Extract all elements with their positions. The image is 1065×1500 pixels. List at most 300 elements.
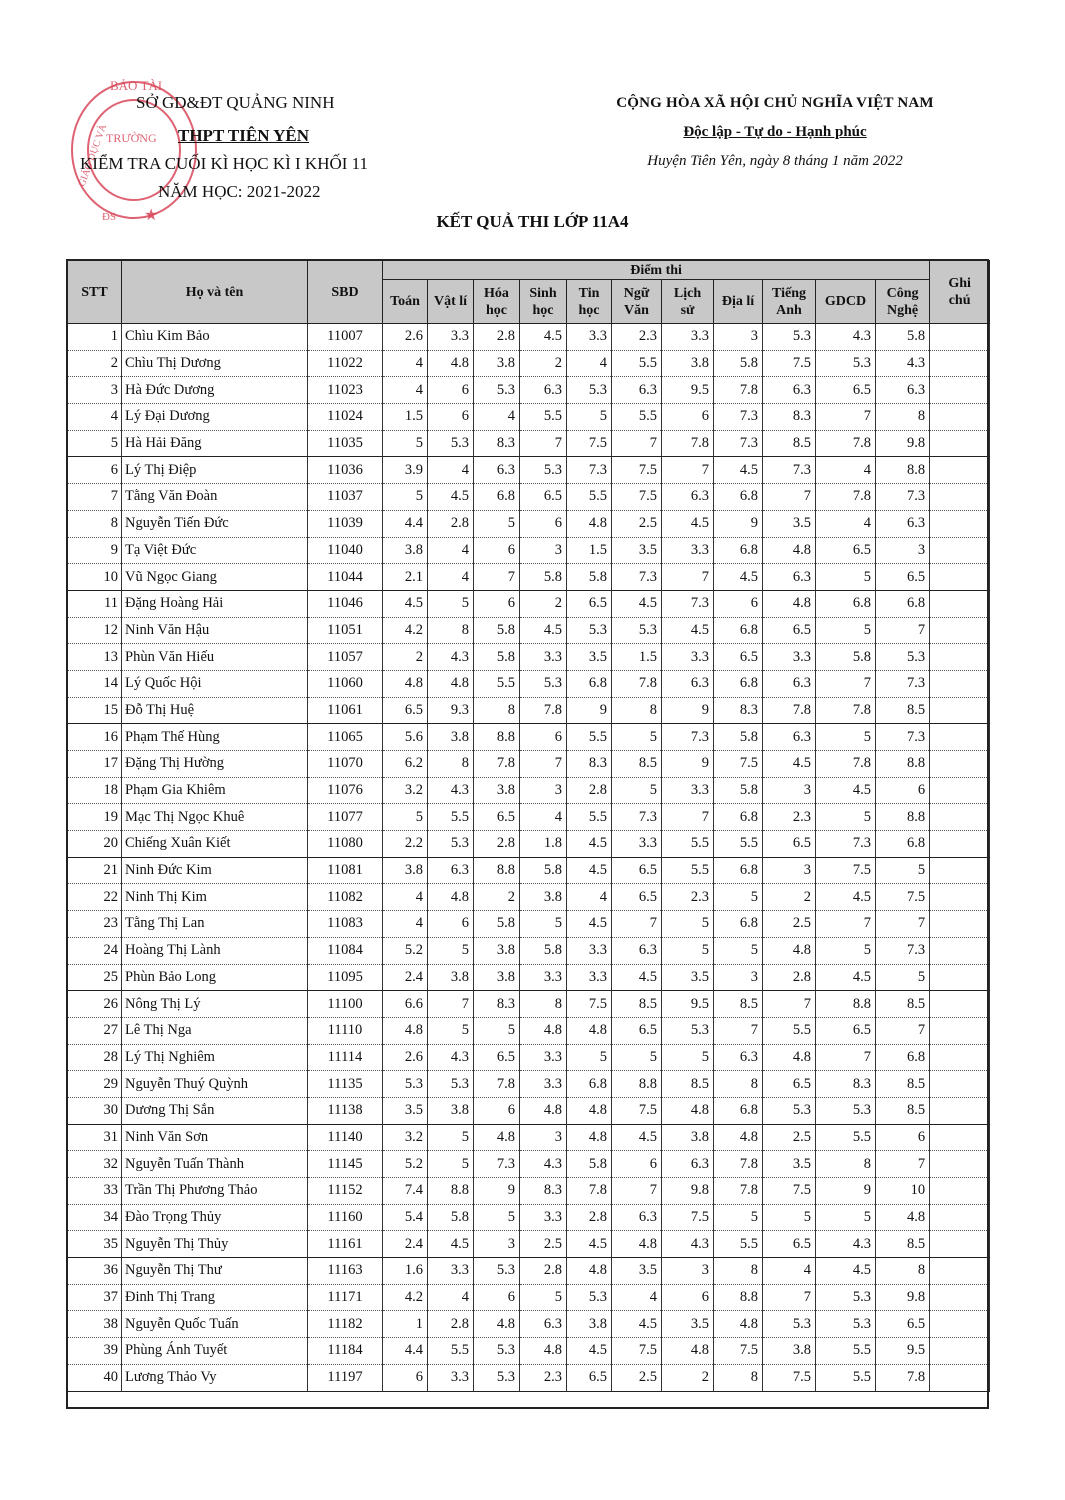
cell-score: 5.5	[567, 484, 612, 511]
cell-score: 4	[383, 377, 428, 404]
table-row	[68, 1097, 990, 1124]
cell-score: 8.8	[876, 751, 930, 778]
cell-score: 7.8	[612, 670, 662, 697]
cell-sbd: 11039	[308, 510, 383, 537]
cell-sbd: 11081	[308, 857, 383, 884]
cell-score: 3.8	[428, 724, 474, 751]
cell-score: 4.8	[567, 1097, 612, 1124]
cell-score: 5.4	[383, 1204, 428, 1231]
cell-score: 8	[876, 1258, 930, 1285]
cell-score: 6.3	[520, 1311, 567, 1338]
cell-score: 7.8	[816, 697, 876, 724]
cell-score: 2.2	[383, 831, 428, 858]
table-row	[68, 1338, 990, 1365]
cell-stt: 5	[68, 430, 122, 457]
table-row	[68, 644, 990, 671]
cell-stt: 7	[68, 484, 122, 511]
cell-score: 4.5	[567, 1338, 612, 1365]
cell-score: 4	[383, 350, 428, 377]
nation-motto: Độc lập - Tự do - Hạnh phúc	[683, 124, 867, 140]
cell-score: 7.8	[876, 1364, 930, 1391]
cell-score: 5	[428, 1124, 474, 1151]
cell-score: 2.8	[763, 964, 816, 991]
cell-sbd: 11197	[308, 1364, 383, 1391]
cell-score: 2.8	[520, 1258, 567, 1285]
cell-score: 4.8	[520, 1338, 567, 1365]
cell-note	[930, 430, 990, 457]
cell-score: 5	[612, 777, 662, 804]
cell-score: 3.3	[662, 777, 714, 804]
cell-score: 4.4	[383, 1338, 428, 1365]
cell-score: 6.5	[567, 590, 612, 617]
cell-score: 6.6	[383, 991, 428, 1018]
cell-score: 2.4	[383, 1231, 428, 1258]
cell-score: 7	[428, 991, 474, 1018]
table-row	[68, 350, 990, 377]
cell-note	[930, 1204, 990, 1231]
cell-name: Nguyễn Thị Thư	[122, 1258, 308, 1285]
cell-score: 7	[714, 1017, 763, 1044]
cell-note	[930, 564, 990, 591]
cell-score: 8.5	[876, 1097, 930, 1124]
cell-score: 5	[474, 510, 520, 537]
cell-score: 4.8	[428, 670, 474, 697]
cell-score: 3	[520, 1124, 567, 1151]
cell-note	[930, 1338, 990, 1365]
cell-score: 6.3	[612, 377, 662, 404]
cell-score: 4.8	[567, 510, 612, 537]
table-row	[68, 1124, 990, 1151]
cell-score: 8.5	[763, 430, 816, 457]
cell-score: 4.5	[662, 617, 714, 644]
cell-score: 3.3	[567, 937, 612, 964]
cell-sbd: 11161	[308, 1231, 383, 1258]
cell-score: 6.5	[714, 644, 763, 671]
cell-name: Phạm Thế Hùng	[122, 724, 308, 751]
cell-score: 7.8	[474, 1071, 520, 1098]
cell-sbd: 11046	[308, 590, 383, 617]
cell-score: 4	[816, 510, 876, 537]
cell-sbd: 11138	[308, 1097, 383, 1124]
cell-score: 6	[474, 1097, 520, 1124]
cell-name: Phùn Bảo Long	[122, 964, 308, 991]
cell-sbd: 11084	[308, 937, 383, 964]
table-row	[68, 324, 990, 351]
cell-score: 5.5	[714, 1231, 763, 1258]
cell-score: 8.5	[612, 751, 662, 778]
cell-score: 5.8	[520, 564, 567, 591]
cell-score: 5	[876, 964, 930, 991]
cell-score: 7.8	[567, 1178, 612, 1205]
cell-score: 5.5	[816, 1364, 876, 1391]
cell-score: 6	[428, 911, 474, 938]
cell-sbd: 11022	[308, 350, 383, 377]
cell-score: 5.5	[714, 831, 763, 858]
cell-note	[930, 937, 990, 964]
cell-score: 5.8	[714, 777, 763, 804]
cell-sbd: 11076	[308, 777, 383, 804]
cell-score: 4	[520, 804, 567, 831]
cell-score: 8.8	[876, 804, 930, 831]
cell-score: 4.8	[567, 1017, 612, 1044]
cell-score: 5	[612, 1044, 662, 1071]
col-subject-line1: Toán	[390, 294, 420, 309]
cell-score: 8.5	[662, 1071, 714, 1098]
cell-score: 5	[428, 1151, 474, 1178]
cell-score: 4.5	[612, 964, 662, 991]
cell-score: 8.8	[474, 857, 520, 884]
col-subject-line2: học	[532, 302, 554, 318]
cell-stt: 9	[68, 537, 122, 564]
cell-score: 3.3	[428, 1364, 474, 1391]
cell-score: 5.3	[567, 1284, 612, 1311]
cell-note	[930, 644, 990, 671]
cell-score: 6	[876, 1124, 930, 1151]
col-subject-line1: Tiếng	[772, 285, 806, 301]
cell-score: 2.8	[474, 831, 520, 858]
right-header	[560, 95, 990, 170]
cell-score: 9.5	[662, 991, 714, 1018]
cell-name: Nguyễn Tuấn Thành	[122, 1151, 308, 1178]
cell-score: 7	[662, 564, 714, 591]
cell-score: 4	[474, 404, 520, 431]
cell-score: 3.3	[428, 324, 474, 351]
cell-score: 5	[383, 430, 428, 457]
cell-note	[930, 590, 990, 617]
cell-score: 4.5	[816, 964, 876, 991]
cell-score: 8.5	[876, 1231, 930, 1258]
cell-score: 3.5	[763, 1151, 816, 1178]
cell-score: 6.5	[816, 537, 876, 564]
cell-score: 1.5	[567, 537, 612, 564]
cell-stt: 1	[68, 324, 122, 351]
cell-score: 5.3	[816, 350, 876, 377]
cell-score: 5.3	[474, 1364, 520, 1391]
cell-score: 5.5	[612, 404, 662, 431]
table-row	[68, 670, 990, 697]
cell-score: 3.8	[474, 350, 520, 377]
cell-score: 6.8	[816, 590, 876, 617]
cell-score: 6.5	[876, 1311, 930, 1338]
cell-score: 3	[714, 964, 763, 991]
cell-stt: 28	[68, 1044, 122, 1071]
col-subject-line1: Sinh	[529, 285, 557, 301]
table-row	[68, 1044, 990, 1071]
cell-score: 7	[662, 804, 714, 831]
cell-score: 6.8	[876, 831, 930, 858]
table-row	[68, 1204, 990, 1231]
cell-score: 5.8	[876, 324, 930, 351]
cell-name: Ninh Văn Sơn	[122, 1124, 308, 1151]
cell-score: 6.5	[816, 377, 876, 404]
cell-sbd: 11083	[308, 911, 383, 938]
cell-sbd: 11145	[308, 1151, 383, 1178]
seal-text-mid: TRƯỜNG	[106, 131, 157, 145]
cell-stt: 2	[68, 350, 122, 377]
cell-score: 4	[383, 884, 428, 911]
cell-score: 7.5	[714, 1338, 763, 1365]
cell-score: 5	[474, 1017, 520, 1044]
cell-sbd: 11171	[308, 1284, 383, 1311]
cell-score: 3.3	[520, 1204, 567, 1231]
col-subject-line2: Nghệ	[887, 302, 919, 318]
cell-sbd: 11135	[308, 1071, 383, 1098]
cell-score: 8.5	[876, 697, 930, 724]
col-note	[930, 261, 990, 324]
col-name: Họ và tên	[122, 261, 308, 324]
col-subject-line1: Tin	[578, 285, 600, 301]
cell-score: 4.8	[612, 1231, 662, 1258]
cell-stt: 4	[68, 404, 122, 431]
table-row	[68, 884, 990, 911]
cell-score: 4	[763, 1258, 816, 1285]
cell-score: 7	[612, 430, 662, 457]
cell-score: 8.3	[816, 1071, 876, 1098]
cell-score: 8.8	[816, 991, 876, 1018]
table-row	[68, 484, 990, 511]
cell-score: 4.8	[763, 1044, 816, 1071]
cell-score: 5.8	[714, 724, 763, 751]
cell-note	[930, 1124, 990, 1151]
cell-score: 4.5	[714, 564, 763, 591]
cell-name: Tằng Văn Đoàn	[122, 484, 308, 511]
cell-note	[930, 1097, 990, 1124]
table-row	[68, 1284, 990, 1311]
cell-name: Chìu Thị Dương	[122, 350, 308, 377]
cell-score: 7	[876, 617, 930, 644]
cell-score: 8	[474, 697, 520, 724]
table-row	[68, 1071, 990, 1098]
cell-name: Đặng Thị Hường	[122, 751, 308, 778]
cell-name: Đặng Hoàng Hải	[122, 590, 308, 617]
cell-score: 7.3	[612, 564, 662, 591]
cell-score: 7.5	[612, 484, 662, 511]
cell-sbd: 11061	[308, 697, 383, 724]
cell-score: 3.8	[428, 1097, 474, 1124]
cell-score: 7.8	[474, 751, 520, 778]
cell-score: 3	[763, 777, 816, 804]
cell-score: 5.8	[567, 1151, 612, 1178]
cell-name: Ninh Đức Kim	[122, 857, 308, 884]
cell-score: 3.8	[763, 1338, 816, 1365]
cell-score: 7.8	[816, 751, 876, 778]
cell-score: 9	[816, 1178, 876, 1205]
cell-score: 2.3	[520, 1364, 567, 1391]
cell-score: 8.5	[714, 991, 763, 1018]
cell-score: 3.3	[763, 644, 816, 671]
cell-stt: 17	[68, 751, 122, 778]
cell-score: 2.1	[383, 564, 428, 591]
cell-score: 7.8	[714, 377, 763, 404]
col-subject-line2: học	[486, 302, 507, 318]
cell-score: 5.8	[474, 617, 520, 644]
cell-score: 7.3	[816, 831, 876, 858]
table-row	[68, 590, 990, 617]
cell-score: 8.3	[474, 991, 520, 1018]
cell-score: 8	[714, 1071, 763, 1098]
cell-name: Đào Trọng Thủy	[122, 1204, 308, 1231]
cell-stt: 6	[68, 457, 122, 484]
cell-score: 8.5	[612, 991, 662, 1018]
cell-score: 4.8	[714, 1311, 763, 1338]
cell-score: 5.3	[428, 430, 474, 457]
cell-score: 1.5	[612, 644, 662, 671]
cell-note	[930, 1044, 990, 1071]
table-row	[68, 804, 990, 831]
cell-stt: 14	[68, 670, 122, 697]
cell-name: Chìu Kim Bảo	[122, 324, 308, 351]
cell-score: 2	[520, 350, 567, 377]
cell-score: 6	[662, 404, 714, 431]
results-table	[67, 260, 990, 1392]
cell-score: 8.3	[520, 1178, 567, 1205]
cell-score: 4.3	[876, 350, 930, 377]
cell-stt: 3	[68, 377, 122, 404]
cell-score: 3.3	[428, 1258, 474, 1285]
col-sbd: SBD	[308, 261, 383, 324]
cell-note	[930, 617, 990, 644]
cell-score: 5	[816, 617, 876, 644]
table-row	[68, 831, 990, 858]
cell-score: 7.5	[816, 857, 876, 884]
cell-score: 6	[474, 537, 520, 564]
cell-score: 9.8	[876, 430, 930, 457]
cell-score: 2.6	[383, 1044, 428, 1071]
cell-score: 2	[763, 884, 816, 911]
cell-score: 4.3	[428, 1044, 474, 1071]
cell-score: 6.5	[567, 1364, 612, 1391]
cell-score: 6.5	[763, 1071, 816, 1098]
cell-score: 5.3	[520, 670, 567, 697]
table-row	[68, 510, 990, 537]
cell-score: 7.3	[662, 590, 714, 617]
cell-score: 3.9	[383, 457, 428, 484]
cell-score: 5	[428, 1017, 474, 1044]
cell-score: 5.2	[383, 937, 428, 964]
cell-score: 9	[567, 697, 612, 724]
col-subject	[714, 280, 763, 324]
cell-score: 8.8	[876, 457, 930, 484]
cell-note	[930, 724, 990, 751]
cell-name: Lý Quốc Hội	[122, 670, 308, 697]
cell-score: 6.8	[714, 537, 763, 564]
cell-score: 8	[816, 1151, 876, 1178]
cell-score: 3.5	[567, 644, 612, 671]
table-row	[68, 1178, 990, 1205]
cell-score: 7.5	[612, 457, 662, 484]
cell-score: 5.5	[612, 350, 662, 377]
cell-score: 5	[662, 911, 714, 938]
cell-score: 5.8	[816, 644, 876, 671]
cell-name: Ninh Văn Hậu	[122, 617, 308, 644]
cell-score: 4.5	[567, 1231, 612, 1258]
cell-score: 4.8	[763, 590, 816, 617]
cell-note	[930, 1258, 990, 1285]
cell-score: 7.5	[763, 350, 816, 377]
cell-sbd: 11065	[308, 724, 383, 751]
cell-score: 1.5	[383, 404, 428, 431]
cell-score: 2.8	[474, 324, 520, 351]
cell-stt: 31	[68, 1124, 122, 1151]
cell-score: 5.8	[714, 350, 763, 377]
cell-score: 4	[428, 1284, 474, 1311]
cell-score: 4.5	[383, 590, 428, 617]
cell-score: 4	[383, 911, 428, 938]
cell-score: 6.5	[876, 564, 930, 591]
cell-score: 6.8	[714, 670, 763, 697]
col-subject-line1: Hóa	[484, 285, 509, 301]
cell-score: 7.8	[763, 697, 816, 724]
cell-score: 5	[662, 937, 714, 964]
cell-score: 3.8	[474, 964, 520, 991]
cell-score: 3	[714, 324, 763, 351]
cell-score: 3.3	[612, 831, 662, 858]
cell-name: Nguyễn Quốc Tuấn	[122, 1311, 308, 1338]
cell-score: 5.5	[567, 724, 612, 751]
cell-score: 9.8	[876, 1284, 930, 1311]
cell-score: 4.8	[474, 1311, 520, 1338]
cell-score: 5.3	[474, 1258, 520, 1285]
cell-score: 7.3	[876, 937, 930, 964]
cell-stt: 40	[68, 1364, 122, 1391]
cell-sbd: 11077	[308, 804, 383, 831]
cell-score: 5.3	[567, 377, 612, 404]
cell-score: 5	[428, 590, 474, 617]
cell-sbd: 11037	[308, 484, 383, 511]
col-note-line1: Ghi	[948, 276, 971, 291]
cell-sbd: 11060	[308, 670, 383, 697]
svg-text:★: ★	[144, 207, 159, 224]
cell-score: 2.8	[567, 777, 612, 804]
cell-score: 5	[816, 1204, 876, 1231]
col-note-line2: chú	[948, 293, 971, 308]
cell-score: 4.8	[567, 1124, 612, 1151]
cell-score: 6.8	[567, 1071, 612, 1098]
cell-stt: 38	[68, 1311, 122, 1338]
cell-score: 8	[876, 404, 930, 431]
cell-score: 3.8	[662, 1124, 714, 1151]
cell-name: Hoàng Thị Lành	[122, 937, 308, 964]
cell-score: 5	[520, 1284, 567, 1311]
cell-score: 4.3	[662, 1231, 714, 1258]
cell-sbd: 11080	[308, 831, 383, 858]
table-row	[68, 857, 990, 884]
cell-score: 2.5	[763, 1124, 816, 1151]
seal-text-top: BẢO TÀI	[110, 78, 163, 93]
col-subject-line1: Địa lí	[721, 294, 755, 309]
cell-score: 4.8	[763, 937, 816, 964]
cell-stt: 22	[68, 884, 122, 911]
col-subject	[763, 280, 816, 324]
cell-score: 8	[714, 1258, 763, 1285]
cell-score: 4.3	[428, 777, 474, 804]
cell-score: 6.3	[662, 484, 714, 511]
table-row	[68, 1231, 990, 1258]
col-subject-line1: Công	[886, 285, 919, 301]
cell-score: 4.8	[876, 1204, 930, 1231]
cell-score: 5.3	[567, 617, 612, 644]
cell-score: 4	[428, 537, 474, 564]
cell-score: 7.8	[816, 430, 876, 457]
cell-score: 3.8	[383, 537, 428, 564]
cell-score: 4.5	[816, 777, 876, 804]
cell-score: 4.5	[567, 831, 612, 858]
cell-score: 5	[714, 884, 763, 911]
cell-score: 5.2	[383, 1151, 428, 1178]
cell-score: 7.5	[763, 1364, 816, 1391]
cell-stt: 33	[68, 1178, 122, 1205]
cell-score: 5	[612, 724, 662, 751]
